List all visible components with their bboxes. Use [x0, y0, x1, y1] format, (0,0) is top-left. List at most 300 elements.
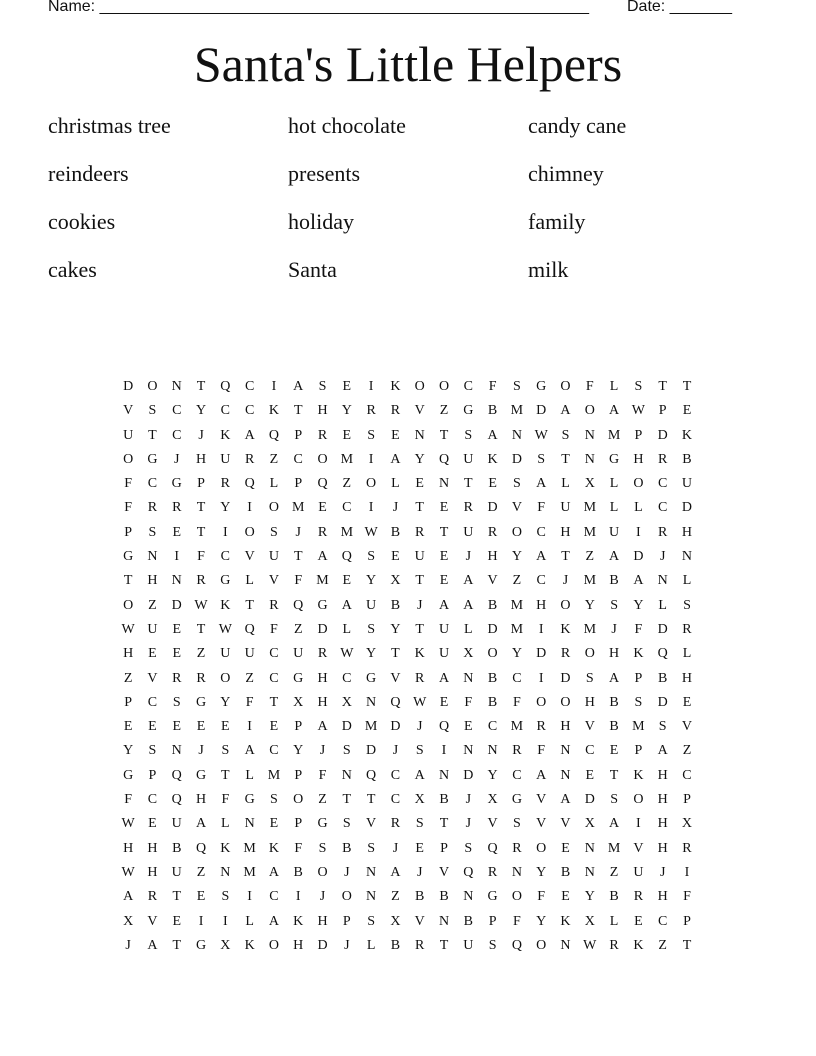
- grid-letter[interactable]: Q: [220, 379, 231, 394]
- grid-letter[interactable]: H: [536, 597, 547, 613]
- grid-letter[interactable]: U: [560, 500, 571, 516]
- grid-letter[interactable]: Y: [220, 694, 231, 710]
- grid-letter[interactable]: C: [342, 670, 352, 686]
- grid-letter[interactable]: T: [391, 646, 400, 662]
- grid-letter[interactable]: D: [584, 792, 595, 808]
- grid-letter[interactable]: H: [657, 767, 668, 783]
- grid-letter[interactable]: R: [172, 670, 182, 686]
- grid-letter[interactable]: S: [537, 451, 546, 467]
- grid-letter[interactable]: P: [634, 427, 643, 443]
- grid-letter[interactable]: V: [366, 816, 377, 832]
- grid-letter[interactable]: O: [268, 937, 279, 953]
- grid-letter[interactable]: Y: [390, 621, 401, 637]
- grid-letter[interactable]: N: [463, 889, 474, 905]
- grid-letter[interactable]: Y: [633, 597, 644, 613]
- grid-letter[interactable]: I: [198, 913, 204, 929]
- grid-letter[interactable]: P: [197, 476, 205, 492]
- grid-letter[interactable]: D: [463, 767, 474, 783]
- grid-letter[interactable]: N: [511, 427, 522, 443]
- grid-letter[interactable]: T: [293, 403, 303, 419]
- grid-letter[interactable]: E: [172, 621, 182, 637]
- grid-letter[interactable]: O: [633, 476, 644, 492]
- grid-letter[interactable]: J: [392, 500, 399, 516]
- grid-letter[interactable]: S: [367, 549, 376, 565]
- grid-letter[interactable]: K: [220, 840, 231, 856]
- grid-letter[interactable]: I: [368, 500, 374, 516]
- grid-letter[interactable]: L: [366, 937, 376, 953]
- grid-letter[interactable]: S: [367, 427, 376, 443]
- grid-letter[interactable]: E: [148, 646, 157, 662]
- grid-letter[interactable]: C: [147, 694, 158, 710]
- grid-letter[interactable]: F: [683, 889, 691, 905]
- grid-letter[interactable]: V: [414, 913, 425, 929]
- grid-letter[interactable]: E: [439, 549, 449, 565]
- grid-letter[interactable]: M: [267, 767, 281, 783]
- grid-letter[interactable]: S: [585, 670, 594, 686]
- grid-letter[interactable]: F: [124, 500, 133, 516]
- grid-letter[interactable]: K: [633, 767, 644, 783]
- grid-letter[interactable]: E: [391, 427, 400, 443]
- grid-letter[interactable]: X: [414, 792, 425, 808]
- grid-letter[interactable]: G: [487, 889, 498, 905]
- grid-letter[interactable]: T: [221, 767, 230, 783]
- grid-letter[interactable]: H: [317, 694, 328, 710]
- grid-letter[interactable]: G: [511, 792, 522, 808]
- grid-letter[interactable]: U: [171, 864, 182, 880]
- grid-letter[interactable]: S: [658, 719, 667, 735]
- grid-letter[interactable]: E: [196, 719, 206, 735]
- grid-letter[interactable]: E: [439, 694, 449, 710]
- grid-letter[interactable]: S: [342, 743, 351, 759]
- grid-letter[interactable]: F: [294, 840, 303, 856]
- grid-letter[interactable]: A: [244, 427, 255, 443]
- grid-letter[interactable]: J: [465, 792, 472, 808]
- grid-letter[interactable]: P: [658, 403, 667, 419]
- grid-letter[interactable]: S: [513, 379, 521, 394]
- grid-letter[interactable]: N: [244, 816, 255, 832]
- grid-letter[interactable]: N: [463, 670, 474, 686]
- grid-letter[interactable]: J: [319, 743, 326, 759]
- grid-letter[interactable]: J: [416, 597, 423, 613]
- grid-letter[interactable]: E: [172, 646, 182, 662]
- grid-letter[interactable]: E: [464, 719, 473, 735]
- grid-letter[interactable]: Q: [438, 451, 450, 467]
- grid-letter[interactable]: C: [244, 403, 255, 419]
- grid-letter[interactable]: Z: [439, 403, 449, 419]
- grid-letter[interactable]: Z: [609, 864, 619, 880]
- grid-letter[interactable]: B: [682, 451, 692, 467]
- grid-letter[interactable]: R: [147, 889, 158, 905]
- grid-letter[interactable]: M: [583, 524, 597, 540]
- grid-letter[interactable]: N: [341, 767, 352, 783]
- grid-letter[interactable]: M: [510, 719, 524, 735]
- grid-letter[interactable]: J: [319, 889, 326, 905]
- grid-letter[interactable]: X: [390, 573, 401, 589]
- grid-letter[interactable]: N: [414, 427, 425, 443]
- grid-letter[interactable]: P: [294, 767, 303, 783]
- grid-letter[interactable]: W: [194, 597, 208, 613]
- grid-letter[interactable]: A: [536, 549, 547, 565]
- grid-letter[interactable]: A: [657, 743, 668, 759]
- grid-letter[interactable]: P: [634, 670, 643, 686]
- grid-letter[interactable]: A: [317, 719, 328, 735]
- grid-letter[interactable]: J: [344, 864, 350, 880]
- grid-letter[interactable]: P: [683, 792, 691, 808]
- grid-letter[interactable]: J: [392, 840, 399, 856]
- grid-letter[interactable]: S: [172, 694, 181, 710]
- grid-letter[interactable]: M: [364, 719, 378, 735]
- grid-letter[interactable]: T: [196, 379, 206, 394]
- grid-letter[interactable]: N: [366, 889, 377, 905]
- grid-letter[interactable]: Q: [244, 621, 255, 637]
- grid-letter[interactable]: E: [269, 719, 279, 735]
- grid-letter[interactable]: F: [513, 913, 521, 929]
- grid-letter[interactable]: V: [414, 403, 425, 419]
- grid-letter[interactable]: M: [340, 451, 354, 467]
- grid-letter[interactable]: N: [171, 573, 182, 589]
- grid-letter[interactable]: I: [247, 889, 252, 905]
- grid-letter[interactable]: F: [124, 476, 133, 492]
- grid-letter[interactable]: Z: [123, 670, 133, 686]
- grid-letter[interactable]: Q: [171, 767, 182, 783]
- grid-letter[interactable]: L: [221, 816, 230, 832]
- grid-letter[interactable]: O: [317, 864, 328, 880]
- grid-letter[interactable]: T: [415, 500, 424, 516]
- grid-letter[interactable]: Q: [390, 694, 401, 710]
- grid-letter[interactable]: S: [367, 621, 376, 637]
- grid-letter[interactable]: M: [243, 840, 256, 856]
- grid-letter[interactable]: G: [317, 597, 328, 613]
- grid-letter[interactable]: P: [124, 694, 133, 710]
- grid-letter[interactable]: U: [463, 937, 474, 953]
- grid-letter[interactable]: G: [220, 573, 231, 589]
- grid-letter[interactable]: R: [269, 597, 279, 613]
- grid-letter[interactable]: O: [560, 597, 571, 613]
- grid-letter[interactable]: J: [392, 743, 399, 759]
- grid-letter[interactable]: Y: [584, 597, 595, 613]
- grid-letter[interactable]: V: [147, 913, 158, 929]
- grid-letter[interactable]: H: [657, 889, 668, 905]
- grid-letter[interactable]: F: [634, 621, 643, 637]
- grid-letter[interactable]: T: [682, 379, 692, 394]
- grid-letter[interactable]: I: [441, 743, 447, 759]
- grid-letter[interactable]: W: [413, 694, 427, 710]
- grid-letter[interactable]: H: [584, 694, 595, 710]
- grid-letter[interactable]: U: [366, 597, 377, 613]
- grid-letter[interactable]: A: [560, 403, 571, 419]
- grid-letter[interactable]: E: [439, 573, 449, 589]
- grid-letter[interactable]: A: [560, 792, 571, 808]
- grid-letter[interactable]: M: [510, 403, 524, 419]
- grid-letter[interactable]: Y: [195, 403, 207, 419]
- grid-letter[interactable]: R: [317, 427, 328, 443]
- grid-letter[interactable]: L: [609, 476, 619, 492]
- grid-letter[interactable]: E: [488, 476, 497, 492]
- grid-letter[interactable]: O: [536, 694, 547, 710]
- grid-letter[interactable]: V: [123, 403, 134, 419]
- grid-letter[interactable]: L: [609, 913, 619, 929]
- grid-letter[interactable]: A: [268, 913, 279, 929]
- grid-letter[interactable]: P: [488, 913, 497, 929]
- grid-letter[interactable]: E: [148, 816, 157, 832]
- grid-letter[interactable]: S: [513, 816, 521, 832]
- grid-letter[interactable]: J: [344, 937, 350, 953]
- grid-letter[interactable]: V: [244, 549, 255, 565]
- grid-letter[interactable]: S: [464, 840, 473, 856]
- grid-letter[interactable]: U: [633, 864, 644, 880]
- grid-letter[interactable]: J: [659, 864, 666, 880]
- grid-letter[interactable]: C: [487, 719, 498, 735]
- grid-letter[interactable]: Q: [366, 767, 377, 783]
- grid-letter[interactable]: V: [268, 573, 279, 589]
- grid-letter[interactable]: G: [463, 403, 474, 419]
- grid-letter[interactable]: T: [439, 816, 449, 832]
- grid-letter[interactable]: Y: [487, 767, 498, 783]
- grid-letter[interactable]: E: [415, 840, 424, 856]
- grid-letter[interactable]: S: [342, 816, 351, 832]
- grid-letter[interactable]: T: [439, 524, 449, 540]
- grid-letter[interactable]: B: [390, 937, 401, 953]
- grid-letter[interactable]: W: [121, 864, 135, 880]
- grid-letter[interactable]: O: [584, 403, 595, 419]
- grid-letter[interactable]: E: [148, 719, 157, 735]
- grid-letter[interactable]: L: [609, 379, 619, 394]
- grid-letter[interactable]: I: [271, 379, 277, 394]
- grid-letter[interactable]: Q: [317, 476, 328, 492]
- grid-letter[interactable]: Q: [293, 597, 304, 613]
- grid-letter[interactable]: J: [611, 621, 617, 637]
- grid-letter[interactable]: F: [537, 889, 546, 905]
- grid-letter[interactable]: S: [415, 816, 424, 832]
- grid-letter[interactable]: A: [463, 597, 474, 613]
- grid-letter[interactable]: E: [318, 500, 327, 516]
- grid-letter[interactable]: Z: [342, 476, 352, 492]
- grid-letter[interactable]: V: [681, 719, 693, 735]
- grid-letter[interactable]: D: [657, 427, 668, 443]
- grid-letter[interactable]: H: [123, 646, 134, 662]
- grid-letter[interactable]: A: [244, 743, 255, 759]
- grid-letter[interactable]: L: [682, 646, 692, 662]
- grid-letter[interactable]: E: [561, 889, 570, 905]
- grid-letter[interactable]: R: [196, 670, 206, 686]
- grid-letter[interactable]: Q: [244, 476, 255, 492]
- grid-letter[interactable]: L: [391, 476, 400, 492]
- grid-letter[interactable]: S: [367, 913, 376, 929]
- grid-letter[interactable]: B: [390, 524, 401, 540]
- grid-letter[interactable]: A: [438, 670, 450, 686]
- grid-letter[interactable]: O: [584, 646, 595, 662]
- grid-letter[interactable]: H: [293, 937, 304, 953]
- grid-letter[interactable]: G: [123, 549, 134, 565]
- grid-letter[interactable]: D: [487, 621, 498, 637]
- grid-letter[interactable]: X: [584, 816, 595, 832]
- grid-letter[interactable]: V: [584, 719, 595, 735]
- grid-letter[interactable]: O: [244, 524, 255, 540]
- grid-letter[interactable]: P: [342, 913, 351, 929]
- grid-letter[interactable]: L: [682, 573, 692, 589]
- grid-letter[interactable]: J: [659, 549, 666, 565]
- grid-letter[interactable]: I: [223, 524, 228, 540]
- grid-letter[interactable]: V: [147, 670, 158, 686]
- grid-letter[interactable]: N: [560, 743, 571, 759]
- grid-letter[interactable]: H: [609, 646, 620, 662]
- grid-letter[interactable]: O: [123, 451, 134, 467]
- grid-letter[interactable]: R: [244, 451, 255, 467]
- grid-letter[interactable]: R: [390, 403, 401, 419]
- grid-letter[interactable]: S: [318, 840, 327, 856]
- grid-letter[interactable]: I: [223, 913, 228, 929]
- grid-letter[interactable]: T: [366, 792, 376, 808]
- grid-letter[interactable]: W: [121, 816, 135, 832]
- grid-letter[interactable]: T: [464, 476, 473, 492]
- grid-letter[interactable]: I: [636, 524, 641, 540]
- grid-letter[interactable]: U: [244, 646, 255, 662]
- grid-letter[interactable]: N: [366, 864, 377, 880]
- grid-letter[interactable]: S: [513, 476, 521, 492]
- grid-letter[interactable]: H: [317, 913, 328, 929]
- grid-letter[interactable]: R: [147, 500, 158, 516]
- grid-letter[interactable]: I: [295, 889, 301, 905]
- grid-letter[interactable]: O: [438, 379, 450, 394]
- grid-letter[interactable]: Q: [268, 427, 279, 443]
- grid-letter[interactable]: D: [317, 621, 328, 637]
- grid-letter[interactable]: R: [390, 816, 401, 832]
- grid-letter[interactable]: Y: [511, 549, 522, 565]
- grid-letter[interactable]: M: [632, 719, 645, 735]
- grid-letter[interactable]: E: [561, 840, 570, 856]
- grid-letter[interactable]: G: [317, 816, 328, 832]
- grid-letter[interactable]: S: [270, 792, 278, 808]
- grid-letter[interactable]: T: [196, 621, 206, 637]
- grid-letter[interactable]: U: [681, 476, 693, 492]
- grid-letter[interactable]: P: [294, 427, 303, 443]
- grid-letter[interactable]: K: [390, 379, 401, 394]
- grid-letter[interactable]: K: [487, 451, 498, 467]
- grid-letter[interactable]: L: [342, 621, 352, 637]
- grid-letter[interactable]: L: [245, 573, 254, 589]
- grid-letter[interactable]: W: [583, 937, 597, 953]
- grid-letter[interactable]: Q: [487, 840, 498, 856]
- grid-letter[interactable]: Q: [171, 792, 182, 808]
- grid-letter[interactable]: R: [463, 500, 473, 516]
- grid-letter[interactable]: C: [512, 670, 522, 686]
- grid-letter[interactable]: H: [317, 403, 328, 419]
- grid-letter[interactable]: H: [195, 792, 207, 808]
- grid-letter[interactable]: Y: [511, 646, 522, 662]
- grid-letter[interactable]: B: [658, 670, 668, 686]
- grid-letter[interactable]: G: [171, 476, 182, 492]
- grid-letter[interactable]: R: [512, 840, 522, 856]
- grid-letter[interactable]: U: [414, 549, 425, 565]
- grid-letter[interactable]: Q: [341, 549, 352, 565]
- grid-letter[interactable]: P: [634, 743, 643, 759]
- grid-letter[interactable]: R: [220, 476, 230, 492]
- grid-letter[interactable]: Z: [293, 621, 303, 637]
- grid-letter[interactable]: R: [609, 937, 619, 953]
- grid-letter[interactable]: V: [633, 840, 644, 856]
- grid-letter[interactable]: N: [220, 864, 231, 880]
- grid-letter[interactable]: P: [124, 524, 133, 540]
- grid-letter[interactable]: U: [171, 816, 182, 832]
- grid-letter[interactable]: H: [147, 840, 158, 856]
- grid-letter[interactable]: Y: [584, 889, 595, 905]
- grid-letter[interactable]: F: [585, 379, 594, 394]
- grid-letter[interactable]: C: [293, 451, 303, 467]
- grid-letter[interactable]: F: [124, 792, 133, 808]
- grid-letter[interactable]: B: [439, 792, 449, 808]
- grid-letter[interactable]: S: [610, 792, 618, 808]
- grid-letter[interactable]: Z: [585, 549, 595, 565]
- grid-letter[interactable]: Z: [512, 573, 522, 589]
- grid-letter[interactable]: V: [438, 864, 450, 880]
- grid-letter[interactable]: U: [609, 524, 620, 540]
- grid-letter[interactable]: N: [366, 694, 377, 710]
- grid-letter[interactable]: E: [682, 694, 692, 710]
- grid-letter[interactable]: T: [439, 937, 449, 953]
- grid-letter[interactable]: O: [560, 379, 571, 394]
- grid-letter[interactable]: K: [268, 403, 279, 419]
- grid-letter[interactable]: J: [416, 864, 423, 880]
- grid-letter[interactable]: Y: [220, 500, 231, 516]
- grid-letter[interactable]: F: [537, 500, 546, 516]
- grid-letter[interactable]: M: [243, 864, 256, 880]
- grid-letter[interactable]: I: [538, 670, 544, 686]
- grid-letter[interactable]: U: [220, 646, 231, 662]
- grid-letter[interactable]: T: [148, 427, 157, 443]
- grid-letter[interactable]: O: [511, 524, 522, 540]
- grid-letter[interactable]: R: [415, 670, 425, 686]
- grid-letter[interactable]: T: [245, 597, 254, 613]
- grid-letter[interactable]: S: [415, 743, 424, 759]
- grid-letter[interactable]: P: [440, 840, 448, 856]
- grid-letter[interactable]: B: [293, 864, 303, 880]
- grid-letter[interactable]: Y: [366, 573, 377, 589]
- grid-letter[interactable]: B: [487, 403, 498, 419]
- grid-letter[interactable]: W: [340, 646, 354, 662]
- grid-letter[interactable]: H: [560, 524, 571, 540]
- grid-letter[interactable]: D: [657, 694, 668, 710]
- grid-letter[interactable]: D: [633, 549, 644, 565]
- grid-letter[interactable]: J: [198, 427, 204, 443]
- grid-letter[interactable]: E: [682, 403, 692, 419]
- grid-letter[interactable]: W: [534, 427, 548, 443]
- grid-letter[interactable]: E: [415, 476, 424, 492]
- grid-letter[interactable]: X: [681, 816, 693, 832]
- grid-letter[interactable]: T: [269, 694, 279, 710]
- grid-letter[interactable]: A: [390, 451, 401, 467]
- grid-letter[interactable]: P: [294, 476, 303, 492]
- grid-letter[interactable]: S: [221, 889, 230, 905]
- grid-letter[interactable]: X: [341, 694, 352, 710]
- grid-letter[interactable]: R: [682, 840, 692, 856]
- grid-letter[interactable]: B: [390, 597, 401, 613]
- grid-letter[interactable]: V: [511, 500, 522, 516]
- grid-letter[interactable]: A: [341, 597, 352, 613]
- grid-letter[interactable]: D: [536, 403, 547, 419]
- grid-letter[interactable]: A: [293, 379, 304, 394]
- grid-letter[interactable]: E: [391, 549, 400, 565]
- grid-letter[interactable]: U: [463, 451, 474, 467]
- grid-letter[interactable]: D: [390, 719, 401, 735]
- grid-letter[interactable]: F: [294, 573, 303, 589]
- grid-letter[interactable]: Z: [196, 646, 206, 662]
- grid-letter[interactable]: M: [316, 573, 329, 589]
- grid-letter[interactable]: N: [584, 427, 595, 443]
- grid-letter[interactable]: K: [633, 646, 644, 662]
- grid-letter[interactable]: X: [584, 913, 595, 929]
- grid-letter[interactable]: H: [560, 719, 571, 735]
- grid-letter[interactable]: E: [342, 379, 352, 394]
